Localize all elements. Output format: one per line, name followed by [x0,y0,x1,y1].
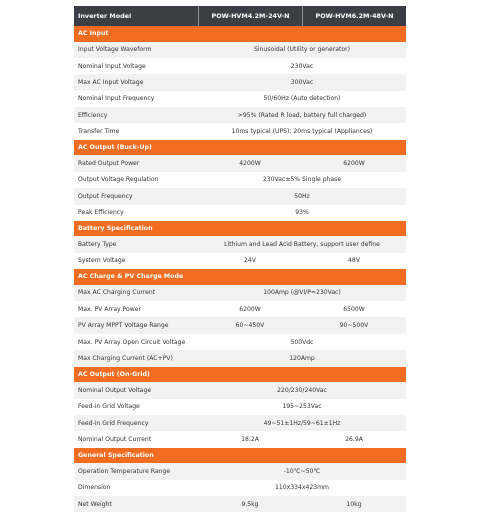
row-label: Peak Efficiency [78,209,124,217]
table-row [74,236,406,252]
row-label: Feed-in Grid Frequency [78,419,149,427]
table-row [74,415,406,431]
row-value: 220/230/240Vac [277,386,327,394]
row-value: 500Vdc [290,338,314,346]
row-label: Input Voltage Waveform [78,46,152,54]
row-label: Operation Temperature Range [78,467,171,475]
row-label: Max AC Input Voltage [78,78,144,86]
row-value: 10ms typical (UPS); 20ms typical (Appliances) [231,128,373,136]
row-value-a: 6200W [239,305,261,313]
row-value-b: 10kg [346,500,362,508]
table-row [74,253,406,269]
table-row [74,42,406,58]
table-row [74,334,406,350]
row-label: Feed-in Grid Voltage [78,403,140,411]
row-value: 195~253Vac [282,403,322,411]
row-value: -10℃~50℃ [283,467,321,475]
row-values [198,306,406,313]
row-value: 100Amp (@VI/P=230Vac) [263,289,341,297]
row-label: Dimension [78,484,111,492]
row-value-b: 6200W [343,160,365,168]
row-values [198,257,406,264]
row-label: Net Weight [78,500,112,508]
row-label: Max. PV Array Power [78,305,142,313]
section-header: AC Input [74,26,406,42]
row-value: 300Vac [290,78,314,86]
table-row [74,301,406,317]
row-label: Nominal Input Voltage [78,62,146,70]
section-header: AC Charge & PV Charge Mode [74,269,406,285]
table-row [74,317,406,333]
table-row [74,350,406,366]
table-row [74,155,406,171]
row-value-a: 9.5kg [241,500,259,508]
row-values [198,160,406,167]
table-row [74,399,406,415]
header-model-a: POW-HVM4.2M-24V-N [198,6,302,26]
spec-table [74,6,406,512]
row-label: Nominal Output Current [78,436,152,443]
row-values [198,501,406,508]
table-row [74,463,406,479]
table-row [74,285,406,301]
row-value-b: 26.9A [345,436,363,443]
row-label: Nominal Input Frequency [78,95,155,103]
table-row [74,205,406,221]
row-label: Output Frequency [78,192,133,200]
table-row [74,188,406,204]
table-row [74,91,406,107]
row-value: 50Hz [294,192,310,200]
row-value: 230Vac±5% Single phase [262,176,342,184]
row-label: Max Charging Current (AC+PV) [78,354,173,362]
row-value: 230Vac [290,62,314,70]
row-label: Battery Type [78,241,117,249]
table-row [74,74,406,90]
table-row [74,172,406,188]
row-values [198,436,406,443]
row-label: Max AC Charging Current [78,289,156,297]
table-row [74,496,406,512]
row-value: Lithium and Lead Acid Battery, support user define [224,241,380,249]
header-label: Inverter Model [78,12,132,20]
table-header [74,6,406,26]
row-value: 49~51±1Hz/59~61±1Hz [263,419,341,427]
table-row [74,123,406,139]
row-value-a: 4200W [239,160,261,168]
row-value-b: 90~500V [339,322,369,330]
section-header: AC Output (Buck-Up) [74,140,406,156]
row-value: >95% (Rated R load, battery full charged) [237,111,367,119]
table-row [74,107,406,123]
row-label: Transfer Time [78,128,120,136]
row-value-b: 6500W [343,305,365,313]
row-label: Output Voltage Regulation [78,176,159,184]
row-value: 110x334x423mm [275,484,329,492]
table-row [74,431,406,447]
section-header: Battery Specification [74,221,406,237]
row-label: Rated Output Power [78,160,140,168]
table-row [74,58,406,74]
row-label: Nominal Output Voltage [78,386,152,394]
row-value: 50/60Hz (Auto detection) [263,95,341,103]
row-values [198,322,406,329]
table-row [74,382,406,398]
row-label: Efficiency [78,111,108,119]
row-value: 93% [295,209,309,217]
row-label: Max. PV Array Open Circuit Voltage [78,338,186,346]
row-label: PV Array MPPT Voltage Range [78,322,169,330]
row-value-a: 60~450V [235,322,265,330]
row-value: 120Amp [289,354,315,362]
section-header: AC Output (On-Grid) [74,367,406,383]
row-value-a: 24V [244,257,256,265]
section-header: General Specification [74,448,406,464]
header-model-b: POW-HVM6.2M-48V-N [302,6,406,26]
row-label: System Voltage [78,257,126,265]
table-row [74,480,406,496]
row-value-a: 18.2A [241,436,259,443]
row-value: Sinusoidal (Utility or generator) [254,46,350,54]
row-value-b: 48V [348,257,360,265]
